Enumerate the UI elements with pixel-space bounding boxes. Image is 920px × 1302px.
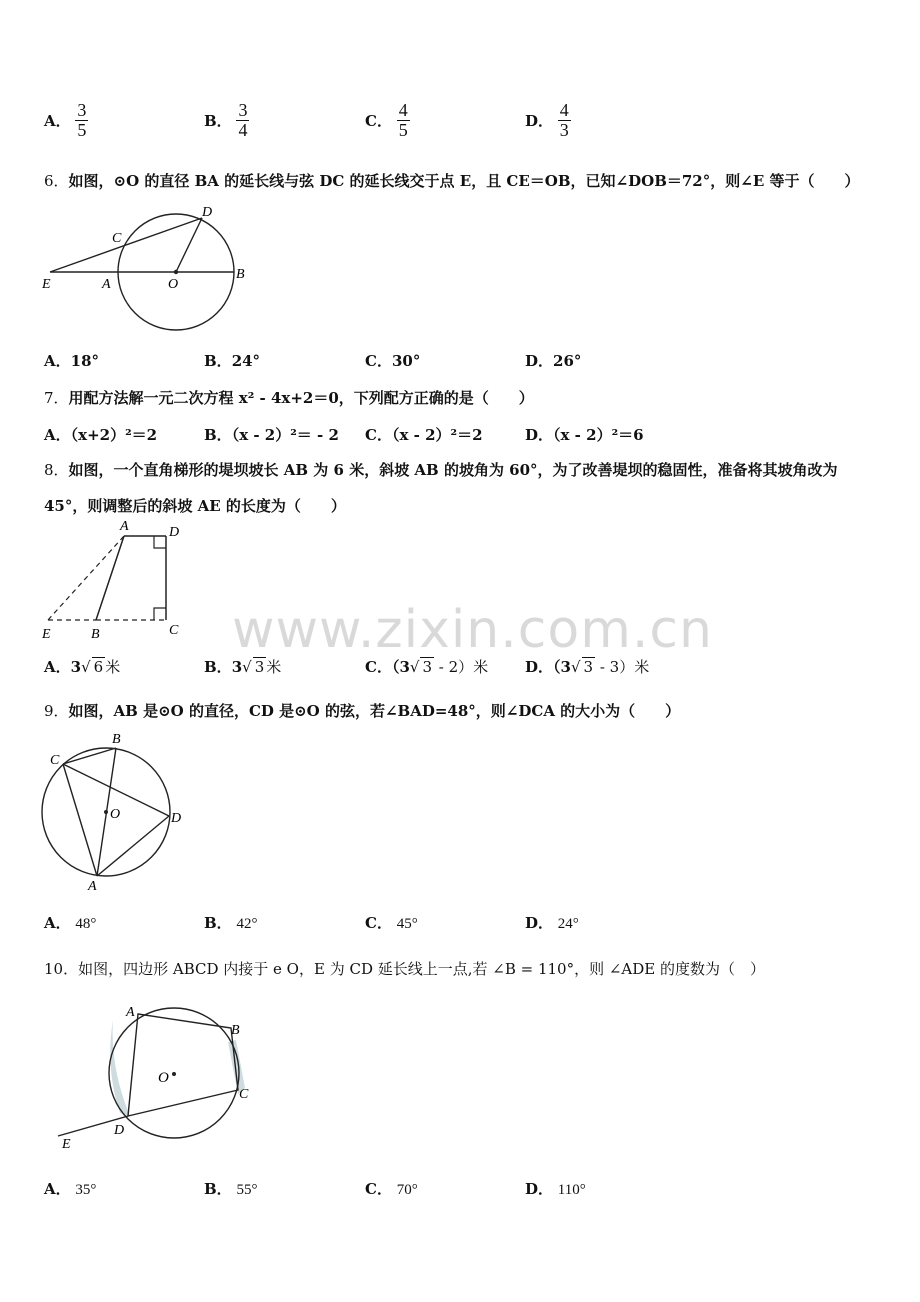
option-value: 45° xyxy=(396,916,418,932)
q6-option-c[interactable] xyxy=(365,350,420,371)
radicand: 6 xyxy=(93,658,104,676)
point-o xyxy=(174,270,178,274)
label-a: A xyxy=(102,277,111,292)
label-d: D xyxy=(171,811,182,826)
option-label: C． xyxy=(365,658,392,676)
option-label: A． xyxy=(44,1180,71,1198)
q8-option-a[interactable]: A．3√ 6 米 xyxy=(44,658,121,676)
q8-option-d[interactable]: D．（3√ 3 - 3）米 xyxy=(525,658,650,676)
option-label: A． xyxy=(44,426,71,444)
q8-figure xyxy=(38,518,188,642)
q10-option-a[interactable] xyxy=(44,1178,96,1199)
question-number: 10． xyxy=(44,960,79,978)
q6-option-a[interactable] xyxy=(44,350,99,371)
question-number: 7． xyxy=(44,389,69,407)
line-ad xyxy=(97,816,169,876)
option-value: （3 xyxy=(391,658,410,676)
question-text: 用配方法解一元二次方程 x² - 4x+2＝0，下列配方正确的是（ ） xyxy=(68,389,534,407)
option-value: 24° xyxy=(557,916,579,932)
q9-option-b[interactable] xyxy=(204,912,257,933)
label-c: C xyxy=(50,753,60,768)
radicand: 3 xyxy=(583,658,594,676)
q5-option-d[interactable] xyxy=(525,101,571,140)
label-d: D xyxy=(202,205,213,220)
fraction: $\frac{4}{5}$ xyxy=(398,100,408,140)
q8-option-c[interactable]: C．（3√ 3 - 2）米 xyxy=(365,658,489,676)
option-value: 42° xyxy=(236,916,258,932)
q9-option-c[interactable] xyxy=(365,912,418,933)
option-label: D． xyxy=(525,426,554,444)
option-label: A． xyxy=(44,658,71,676)
line-ab xyxy=(96,536,124,620)
option-label: C． xyxy=(365,111,392,130)
q6-figure xyxy=(38,200,258,340)
q5-option-a[interactable] xyxy=(44,101,88,140)
option-value: （x - 2）²＝2 xyxy=(391,426,483,444)
q7-option-a[interactable] xyxy=(44,424,157,445)
fraction: $\frac{3}{5}$ xyxy=(77,100,87,140)
option-label: A． xyxy=(44,111,71,130)
question-text: 如图，AB 是⊙O 的直径，CD 是⊙O 的弦，若∠BAD=48°，则∠DCA 的大小为（ ） xyxy=(68,702,681,720)
option-label: A． xyxy=(44,352,71,370)
option-value: （x+2）²＝2 xyxy=(70,426,158,444)
option-label: B． xyxy=(204,1180,232,1198)
q9-option-a[interactable] xyxy=(44,912,96,933)
radicand: 3 xyxy=(422,658,432,676)
option-label: D． xyxy=(525,111,554,130)
q7-stem xyxy=(44,387,534,408)
option-value: 48° xyxy=(75,916,97,932)
label-b: B xyxy=(91,627,100,642)
option-label: D． xyxy=(525,914,554,932)
label-o: O xyxy=(110,807,121,822)
option-value: 24° xyxy=(231,352,261,370)
option-label: B． xyxy=(204,352,232,370)
option-unit: 米 xyxy=(266,658,282,676)
option-label: A． xyxy=(44,914,71,932)
option-unit: 米 xyxy=(105,658,121,676)
q9-option-d[interactable] xyxy=(525,912,579,933)
option-value: 30° xyxy=(391,352,421,370)
question-number: 6． xyxy=(44,172,69,190)
label-c: C xyxy=(239,1087,249,1102)
label-b: B xyxy=(231,1023,240,1038)
option-value: （x - 2）²＝6 xyxy=(553,426,644,444)
q7-option-c[interactable] xyxy=(365,424,483,445)
q6-stem xyxy=(44,170,859,191)
question-number: 8． xyxy=(44,461,69,479)
option-value: 3 xyxy=(70,658,82,676)
question-text: 45°，则调整后的斜坡 AE 的长度为（ ） xyxy=(44,497,346,515)
q7-option-d[interactable] xyxy=(525,424,644,445)
option-label: C． xyxy=(365,1180,392,1198)
option-label: B． xyxy=(204,111,232,130)
option-label: C． xyxy=(365,352,392,370)
q5-option-c[interactable] xyxy=(365,101,410,140)
q10-option-c[interactable] xyxy=(365,1178,418,1199)
option-label: D． xyxy=(525,658,554,676)
option-value: 55° xyxy=(236,1182,258,1198)
label-c: C xyxy=(169,623,179,638)
question-text: 如图，四边形 ABCD 内接于 e O，E 为 CD 延长线上一点,若 ∠B = 110°，则 ∠ADE 的度数为（ ） xyxy=(78,960,766,978)
label-e: E xyxy=(62,1137,71,1150)
q9-figure xyxy=(36,726,192,894)
label-a: A xyxy=(120,519,129,534)
q9-stem xyxy=(44,700,680,721)
label-e: E xyxy=(42,277,51,292)
dashed-ae xyxy=(48,536,124,620)
question-text: 如图，⊙O 的直径 BA 的延长线与弦 DC 的延长线交于点 E，且 CE＝OB，已知∠DOB＝72°，则∠E 等于（ ） xyxy=(68,172,860,190)
label-o: O xyxy=(158,1070,169,1086)
label-d: D xyxy=(114,1123,125,1138)
q10-stem xyxy=(44,958,765,979)
q5-option-b[interactable] xyxy=(204,101,249,140)
label-d: D xyxy=(169,525,180,540)
label-c: C xyxy=(112,231,122,246)
option-label: C． xyxy=(365,426,392,444)
point-o xyxy=(172,1072,176,1076)
label-e: E xyxy=(42,627,51,642)
option-label: B． xyxy=(204,426,232,444)
q10-option-b[interactable] xyxy=(204,1178,257,1199)
label-b: B xyxy=(236,267,245,282)
q6-option-d[interactable] xyxy=(525,350,581,371)
radicand: 3 xyxy=(254,658,265,676)
option-unit: - 2）米 xyxy=(434,658,489,676)
fraction: $\frac{4}{3}$ xyxy=(559,100,569,140)
label-a: A xyxy=(88,879,97,894)
option-label: D． xyxy=(525,1180,554,1198)
label-o: O xyxy=(168,277,179,292)
question-number: 9． xyxy=(44,702,69,720)
q7-option-b[interactable] xyxy=(204,424,339,445)
q10-option-d[interactable] xyxy=(525,1178,586,1199)
q8-stem-line1 xyxy=(44,459,838,480)
shade-left xyxy=(110,1020,130,1116)
q8-option-b[interactable]: B．3√ 3 米 xyxy=(204,658,282,676)
option-label: C． xyxy=(365,914,392,932)
option-label: B． xyxy=(204,658,232,676)
label-a: A xyxy=(126,1005,135,1020)
option-label: B． xyxy=(204,914,232,932)
option-value: （x - 2）²＝ - 2 xyxy=(231,426,339,444)
option-label: D． xyxy=(525,352,554,370)
option-unit: - 3）米 xyxy=(595,658,650,676)
fraction: $\frac{3}{4}$ xyxy=(238,100,248,140)
q10-figure xyxy=(50,998,270,1150)
shade-right xyxy=(228,1040,245,1094)
q8-stem-line2 xyxy=(44,495,346,516)
right-angle-d xyxy=(154,536,166,548)
point-o xyxy=(104,810,108,814)
right-angle-c xyxy=(154,608,166,620)
option-value: 18° xyxy=(70,352,100,370)
label-b: B xyxy=(112,732,121,747)
question-text: 如图，一个直角梯形的堤坝坡长 AB 为 6 米，斜坡 AB 的坡角为 60°，为了改善堤坝的稳固性，准备将其坡角改为 xyxy=(68,461,838,479)
option-value: 26° xyxy=(553,352,582,370)
option-value: 35° xyxy=(75,1182,97,1198)
option-value: 70° xyxy=(396,1182,418,1198)
q6-option-b[interactable] xyxy=(204,350,260,371)
option-value: 3 xyxy=(231,658,243,676)
line-ca xyxy=(63,764,97,876)
option-value: 110° xyxy=(557,1182,586,1198)
option-value: （3 xyxy=(553,658,571,676)
watermark: www.zixin.com.cn xyxy=(232,600,713,660)
